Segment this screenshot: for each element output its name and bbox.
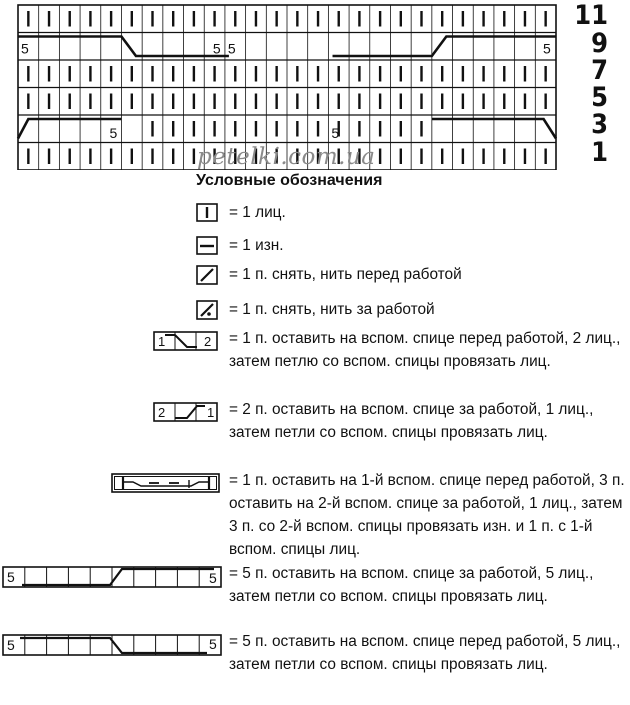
row-number-3: 3 bbox=[591, 109, 608, 140]
cross-right-label-2: 2 bbox=[158, 405, 166, 420]
cable-label-row9-d: 5 bbox=[543, 40, 551, 57]
cable-back-label-right: 5 bbox=[209, 570, 217, 586]
legend-text-cross-right: = 2 п. оставить на вспом. спице за работой, 1 лиц., затем петли со вспом. спицы провязать лиц. bbox=[229, 401, 594, 441]
legend-text-double-cross: = 1 п. оставить на 1-й вспом. спице перед работой, 3 п. оставить на 2-й вспом. спице за работой, 1 лиц., затем 3 п. со 2-й вспом. спицы провязать изн. и 1 п. с 1-й вспом. спицы лиц. bbox=[229, 472, 625, 558]
legend-text-cross-left: = 1 п. оставить на вспом. спице перед работой, 2 лиц., затем петлю со вспом. спицы провязать лиц. bbox=[229, 330, 621, 370]
row-number-7: 7 bbox=[591, 55, 608, 86]
slip-back-icon bbox=[196, 300, 218, 320]
row-number-1: 1 bbox=[591, 137, 608, 168]
legend-text-cable-front: = 5 п. оставить на вспом. спице перед работой, 5 лиц., затем петли со вспом. спицы провязать лиц. bbox=[229, 633, 621, 673]
legend-text-knit: = 1 лиц. bbox=[229, 204, 286, 221]
legend-text-purl: = 1 изн. bbox=[229, 237, 284, 254]
cross-left-1-2-icon bbox=[153, 330, 219, 352]
legend-text-cable-back: = 5 п. оставить на вспом. спице за работой, 5 лиц., затем петли со вспом. спицы провязать лиц. bbox=[229, 565, 594, 605]
cable-label-row9-a: 5 bbox=[21, 40, 29, 57]
cable-front-label-left: 5 bbox=[7, 637, 15, 653]
slip-front-icon bbox=[196, 265, 218, 285]
cable-5-front-icon bbox=[2, 633, 222, 657]
watermark: petelki.com.ua bbox=[197, 144, 376, 170]
knit-icon bbox=[196, 203, 218, 222]
row-number-5: 5 bbox=[591, 82, 608, 113]
cable-row9-left bbox=[18, 37, 229, 57]
cross-right-label-1: 1 bbox=[207, 405, 215, 420]
cable-label-row9-c: 5 bbox=[227, 40, 236, 57]
cable-front-label-right: 5 bbox=[209, 636, 217, 652]
cable-row3-left bbox=[18, 119, 121, 139]
cross-left-label-2: 2 bbox=[204, 334, 212, 349]
cross-right-2-1-icon bbox=[153, 401, 219, 423]
cable-row9-right bbox=[333, 37, 556, 57]
cable-5-back-icon bbox=[2, 565, 222, 589]
legend-text-slip-front: = 1 п. снять, нить перед работой bbox=[229, 266, 462, 283]
cable-label-row9-b: 5 bbox=[212, 40, 221, 57]
cable-label-row3-b: 5 bbox=[331, 125, 340, 141]
legend-text-slip-back: = 1 п. снять, нить за работой bbox=[229, 301, 435, 318]
cable-label-row3-a: 5 bbox=[109, 125, 118, 141]
double-cross-icon bbox=[111, 472, 221, 494]
purl-icon bbox=[196, 236, 218, 255]
cross-left-label-1: 1 bbox=[158, 334, 166, 349]
cable-back-label-left: 5 bbox=[7, 569, 15, 585]
row-number-9: 9 bbox=[591, 28, 608, 59]
row-number-11: 11 bbox=[574, 0, 608, 31]
legend-title: Условные обозначения bbox=[196, 172, 383, 189]
